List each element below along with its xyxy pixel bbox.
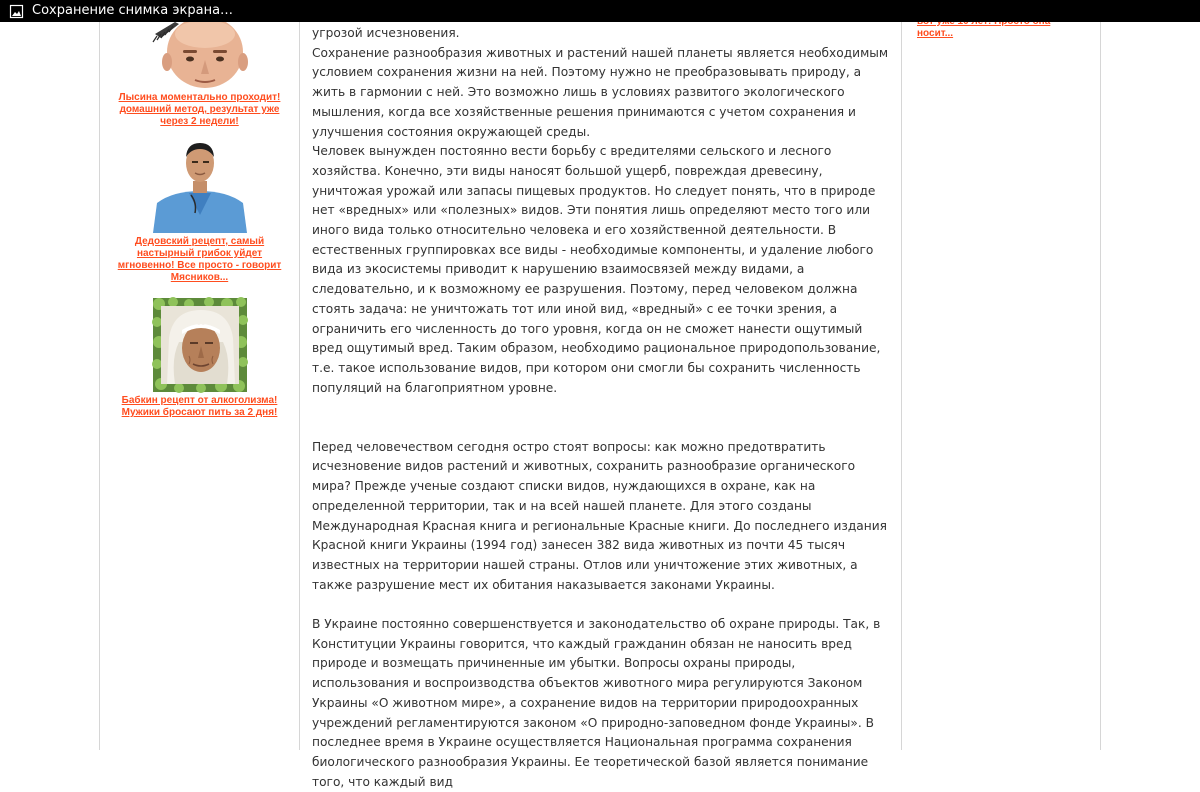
page-border-right <box>1100 22 1101 750</box>
ad-link[interactable]: носит... <box>917 28 954 39</box>
article-paragraph: В Украине постоянно совершенствуется и законодательство об охране природы. Так, в Конституции Украины говорится, что каждый гражданин обязан не наносить вред природе и возмещать причиненные им убытки. Вопросы охраны природы, использования и воспроизводства объектов животного мира регулируются Законом Украины «О животном мире», а сохранение видов на территории природоохранных учреждений регламентируются законом «О природно-заповедном фонде Украины». В последнее время в Украине осуществляется Национальная программа сохранения биологического разнообразия Украины. Ее теоретической базой является понимание того, что каждый вид <box>312 617 881 789</box>
ad-block[interactable] <box>100 298 299 419</box>
bald-man-photo[interactable] <box>153 22 247 89</box>
article-paragraph: Сохранение разнообразия животных и растений нашей планеты является необходимым условием сохранения жизни на ней. Поэтому нужно не преобразовывать природу, а жить в гармонии с ней. Это возможно лишь в условиях развитого экологического мышления, когда все хозяйственные решения принимаются с учетом сохранения и улучшения состояния окружающей среды. <box>312 45 889 139</box>
status-title: Сохранение снимка экрана… <box>32 3 234 18</box>
paragraph-spacer <box>312 398 892 437</box>
ad-link[interactable]: Бабкин рецепт от алкоголизма! Мужики бросают пить за 2 дня! <box>121 395 278 418</box>
ad-block[interactable] <box>100 22 299 128</box>
right-sidebar <box>902 22 1100 750</box>
status-bar <box>0 0 1200 22</box>
ad-block[interactable] <box>100 139 299 284</box>
ad-link[interactable]: Дедовский рецепт, самый настырный грибок уйдет мгновенно! Все просто - говорит Мясников... <box>117 236 282 283</box>
screenshot-icon <box>10 5 23 18</box>
ad-link[interactable]: Лысина моментально проходит! домашний метод, результат уже через 2 недели! <box>118 92 281 127</box>
old-woman-photo[interactable] <box>153 298 247 392</box>
main-content <box>300 22 901 789</box>
left-sidebar <box>100 22 299 750</box>
article-paragraph: угрозой исчезновения. <box>312 26 460 40</box>
paragraph-spacer <box>312 595 892 615</box>
article-text <box>312 24 892 792</box>
article-paragraph: Человек вынужден постоянно вести борьбу с вредителями сельского и лесного хозяйства. Конечно, эти виды наносят большой ущерб, повреждая древесину, уничтожая урожай или запасы пищевых продуктов. Но следует понять, что в природе нет «вредных» или «полезных» видов. Эти понятия лишь определяют место того или иного вида только относительно человека и его хозяйственной деятельности. В естественных группировках все виды - необходимые компоненты, и удаление любого вида из экосистемы приводит к нарушению взаимосвязей между видами, а следовательно, и к возможному ее разрушения. Поэтому, перед человеком должна стоять задача: не уничтожать тот или иной вид, «вредный» с ее точки зрения, а ограничить его численность до того уровня, когда он не сможет нанести ощутимый вред ощутимый вред. Таким образом, необходимо рациональное природопользование, т.е. такое использование видов, при котором они смогли бы сохранить численность популяций на благоприятном уровне. <box>312 144 881 395</box>
article-paragraph: Перед человечеством сегодня остро стоят вопросы: как можно предотвратить исчезновение видов растений и животных, сохранить разнообразие органического мира? Прежде ученые создают списки видов, нуждающихся в охране, как на определенной территории, так и на всей нашей планете. Для этого созданы Международная Красная книга и региональные Красные книги. До последнего издания Красной книги Украины (1994 год) занесен 382 вида животных из почти 45 тысяч известных на территории нашей страны. Отлов или уничтожение этих животных, а также разрушение мест их обитания наказывается законами Украины. <box>312 439 887 592</box>
doctor-photo[interactable] <box>153 139 247 233</box>
